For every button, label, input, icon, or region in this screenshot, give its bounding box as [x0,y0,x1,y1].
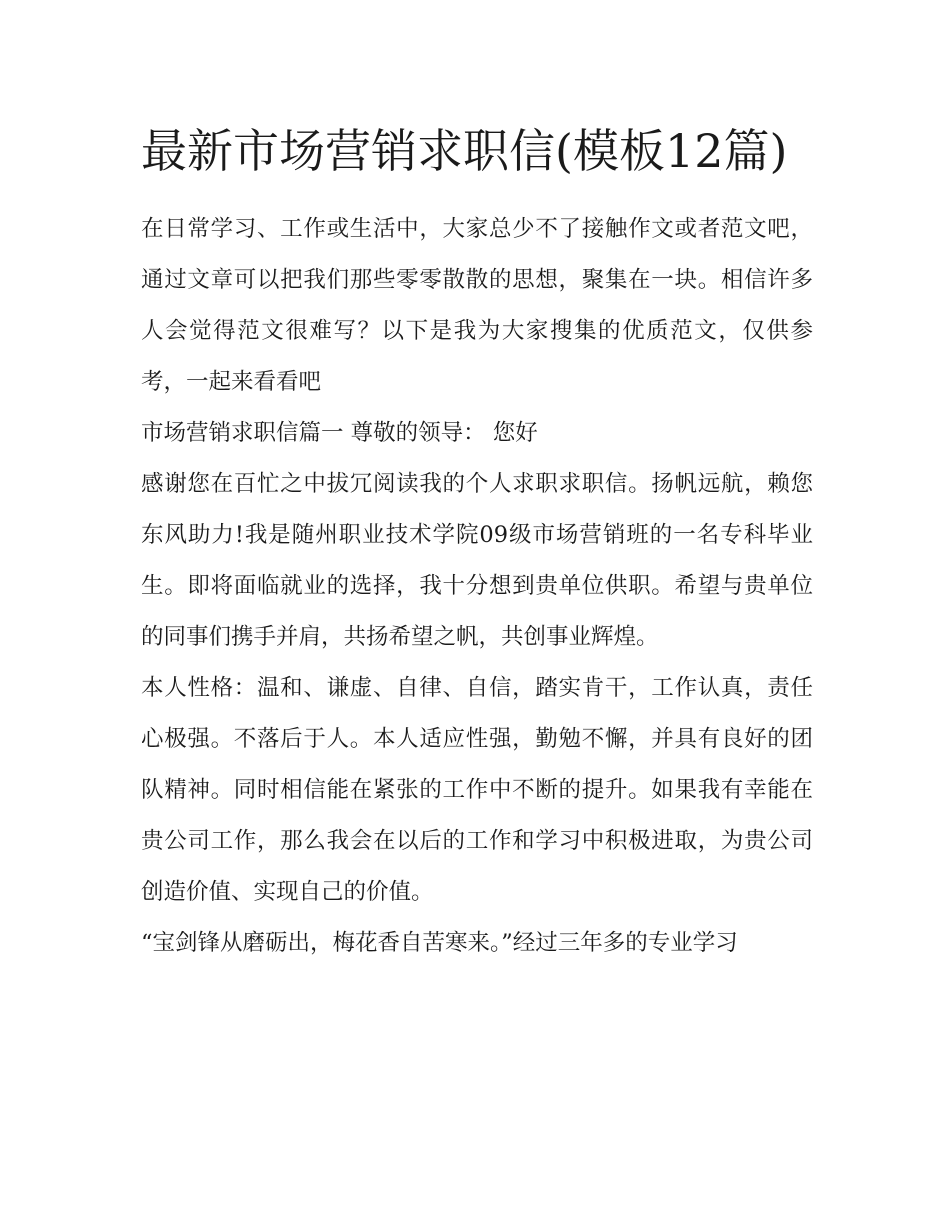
letter-heading: 市场营销求职信篇一 尊敬的领导： 您好 [141,420,538,446]
document-page [141,112,813,969]
intro-paragraph: 在日常学习、工作或生活中，大家总少不了接触作文或者范文吧，通过文章可以把我们那些零零散散的思想，聚集在一块。相信许多人会觉得范文很难写？以下是我为大家搜集的优质范文，仅供参考，一起来看看吧 [141,216,813,395]
body-paragraph: 本人性格：温和、谦虚、自律、自信，踏实肯干，工作认真，责任心极强。不落后于人。本人适应性强，勤勉不懈，并具有良好的团队精神。同时相信能在紧张的工作中不断的提升。如果我有幸能在贵公司工作，那么我会在以后的工作和学习中积极进取，为贵公司创造价值、实现自己的价值。 [141,675,813,905]
body-paragraph: “宝剑锋从磨砺出，梅花香自苦寒来。”经过三年多的专业学习 [141,930,738,956]
body-paragraph: 感谢您在百忙之中拔冗阅读我的个人求职求职信。扬帆远航，赖您东风助力!我是随州职业技术学院09级市场营销班的一名专科毕业生。即将面临就业的选择，我十分想到贵单位供职。希望与贵单位的同事们携手并肩，共扬希望之帆，共创事业辉煌。 [141,471,813,650]
document-title: 最新市场营销求职信(模板12篇) [141,124,788,178]
